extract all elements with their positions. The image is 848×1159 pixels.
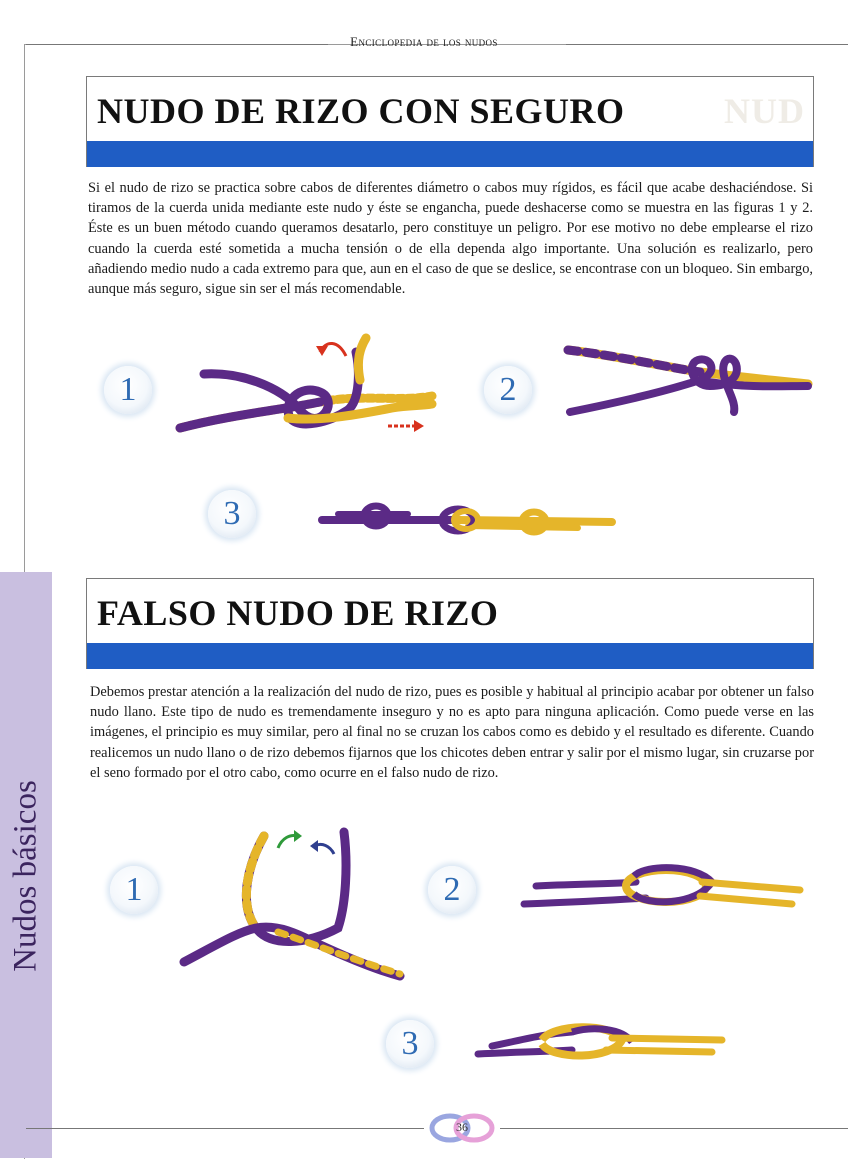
section1-paragraph: Si el nudo de rizo se practica sobre cabos de diferentes diámetro o cabos muy rígidos, es fácil que acabe deshaciéndose. Si tiramos de la cuerda unida mediante este nudo y éste se engancha, puede deshacerse como se muestra en las figuras 1 y 2. Éste es un buen método cuando queramos desatarlo, pero constituye un peligro. Por ese motivo no debe emplearse el rizo cuando la cuerda esté sometida a mucha tensión o de ella dependa algo importante. Una solución es realizarlo, pero añadiendo medio nudo a cada extremo para que, aun en el caso de que se deslice, se encontrase con un bloqueo. Sin embargo, aunque más seguro, sigue sin ser el más recomendable.	[88, 180, 813, 298]
knot-illustration-false-reef-step2	[516, 856, 808, 916]
footer-rule-right	[500, 1128, 848, 1129]
section1-title-box	[86, 76, 814, 167]
knot-illustration-false-reef-step1	[178, 824, 408, 984]
section2-paragraph: Debemos prestar atención a la realización del nudo de rizo, pues es posible y habitual al principio acabar por obtener un falso nudo llano. Este tipo de nudo es tremendamente inseguro y no es apto para ninguna aplicación. Como puede verse en las imágenes, el principio es muy similar, pero al final no se cruzan los cabos como es debido y el resultado es diferente. Cuando realicemos un nudo llano o de rizo debemos fijarnos que los chicotes deben entrar y salir por el mismo lugar, sin cruzarse por el seno formado por el otro cabo, como ocurre en el falso nudo de rizo.	[90, 684, 814, 781]
footer-rule-left	[26, 1128, 424, 1129]
knot-illustration-reef-step3	[318, 492, 618, 542]
running-head: Enciclopedia de los nudos	[350, 34, 498, 49]
section1-title: NUDO DE RIZO CON SEGURO	[97, 91, 625, 131]
section1-title-band	[87, 141, 813, 167]
figure-number-badge: 3	[386, 1020, 434, 1068]
page-number: 36	[456, 1120, 468, 1134]
section2-title-band	[87, 643, 813, 669]
section2-title: FALSO NUDO DE RIZO	[97, 593, 499, 633]
figure-number-badge: 2	[484, 366, 532, 414]
figure-number-badge: 1	[110, 866, 158, 914]
section2-title-box	[86, 578, 814, 669]
figure-number-badge: 1	[104, 366, 152, 414]
knot-illustration-false-reef-step3	[472, 1018, 732, 1066]
header-rule-right	[566, 44, 848, 45]
side-tab-label: Nudos básicos	[7, 780, 44, 972]
figure-number-badge: 2	[428, 866, 476, 914]
figure-number-badge: 3	[208, 490, 256, 538]
title-watermark: NUD	[724, 91, 805, 131]
knot-illustration-reef-step2	[560, 336, 816, 426]
knot-illustration-reef-step1	[170, 330, 440, 440]
